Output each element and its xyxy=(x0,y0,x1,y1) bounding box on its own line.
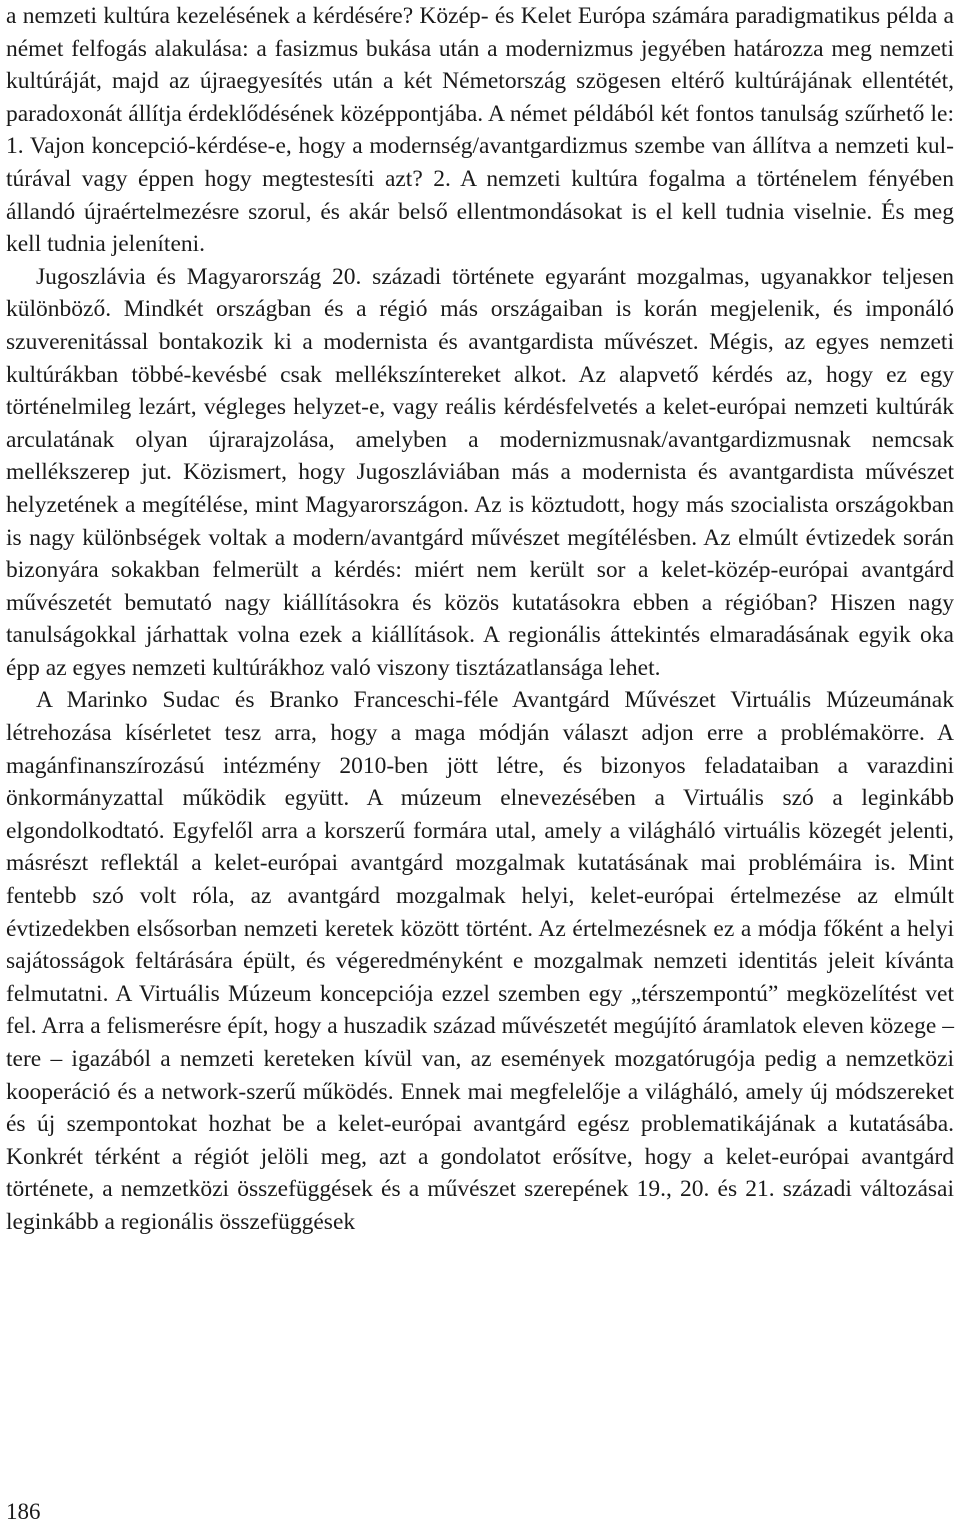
page-number: 186 xyxy=(6,1499,41,1524)
page-body xyxy=(6,0,954,1239)
paragraph-continuation: a nemzeti kultúra kezelésének a kérdésére? Közép- és Kelet Európa számára paradigmatikus példa a német felfogás alakulása: a fasizmus bukása után a modernizmus jegyében határozza meg nemzeti kultúráját, majd az újraegyesítés után a két Németország szögesen eltérő kultúrájának ellentétét, paradoxonát állítja érdeklődésének középpontjába. A német példából két fontos tanulság szűrhető le: 1. Vajon koncepció-kérdése-e, hogy a modernség/avantgardizmus szembe van állítva a nemzeti kultúrával vagy éppen hogy megtestesíti azt? 2. A nemzeti kultúra fogalma a történelem fényében állandó újraértelmezésre szorul, és akár belső ellentmondásokat is el kell tudnia viselnie. És meg kell tudnia jeleníteni. xyxy=(6,3,954,258)
paragraph-virtual-museum: A Marinko Sudac és Branko Franceschi-féle Avantgárd Művészet Virtuális Múzeumának létrehozása kísérletet tesz arra, hogy a maga módján választ adjon erre a problémakörre. A magánfinanszírozású intézmény 2010-ben jött létre, és bizonyos feladataiban a varazdini önkormányzattal működik együtt. A múzeum elnevezésében a Virtuális szó a leginkább elgondolkodtató. Egyfelől arra a korszerű formára utal, amely a világháló virtuális közegét jelenti, másrészt reflektál a kelet-európai avantgárd mozgalmak kutatásának mai problémáira is. Mint fentebb szó volt róla, az avantgárd mozgalmak helyi, kelet-európai értelmezése az elmúlt évtizedekben elsősorban nemzeti keretek között történt. Az értelmezésnek ez a módja főként a helyi sajátosságok feltárására épült, és végeredményként e mozgalmak nemzeti identitás jeleit kívánta felmutatni. A Virtuális Múzeum koncepciója ezzel szemben egy „térszempontú” megközelítést vet fel. Arra a felismerésre épít, hogy a huszadik század művészetét megújító áramlatok eleven közege – tere – igazából a nemzeti kereteken kívül van, az események mozgatórugója pedig a nemzetközi kooperáció és a network-szerű működés. Ennek mai megfelelője a világháló, amely új módszereket és új szempontokat hozhat be a kelet-európai avantgárd egész problematikájának a kutatásába. Konkrét térként a régiót jelöli meg, azt a gondolatot erősítve, hogy a kelet-európai avantgárd története, a nemzetközi összefüggések és a művészet szerepének 19., 20. és 21. századi változásai leginkább a regionális összefüggések xyxy=(6,687,954,1235)
paragraph-yugoslavia-hungary: Jugoszlávia és Magyarország 20. századi története egyaránt mozgalmas, ugyanakkor teljesen különböző. Mindkét országban és a régió más országaiban is korán megjelenik, és imponáló szuverenitással bontakozik ki a modernista és avantgardista művészet. Mégis, az egyes nemzeti kultúrákban többé-kevésbé csak mellékszíntereket alkot. Az alapvető kérdés az, hogy ez egy történelmileg lezárt, végleges helyzet-e, vagy reális kérdésfelvetés a kelet-európai nemzeti kultúrák arculatának olyan újrarajzolása, amelyben a modernizmusnak/avantgardizmusnak nemcsak mellékszerep jut. Közismert, hogy Jugoszláviában más a modernista és avantgardista művészet helyzetének a megítélése, mint Magyarországon. Az is köztudott, hogy más szocialista országokban is nagy különbségek voltak a modern/avantgárd művészet megítélésben. Az elmúlt évtizedek során bizonyára sokakban felmerült a kérdés: miért nem került sor a kelet-közép-európai avantgárd művészetét bemutató nagy kiállításokra és közös kutatásokra ebben a régióban? Hiszen nagy tanulságokkal járhattak volna ezek a kiállítások. A regionális áttekintés elmaradásának egyik oka épp az egyes nemzeti kultúrákhoz való viszony tisztázatlansága lehet. xyxy=(6,263,954,681)
